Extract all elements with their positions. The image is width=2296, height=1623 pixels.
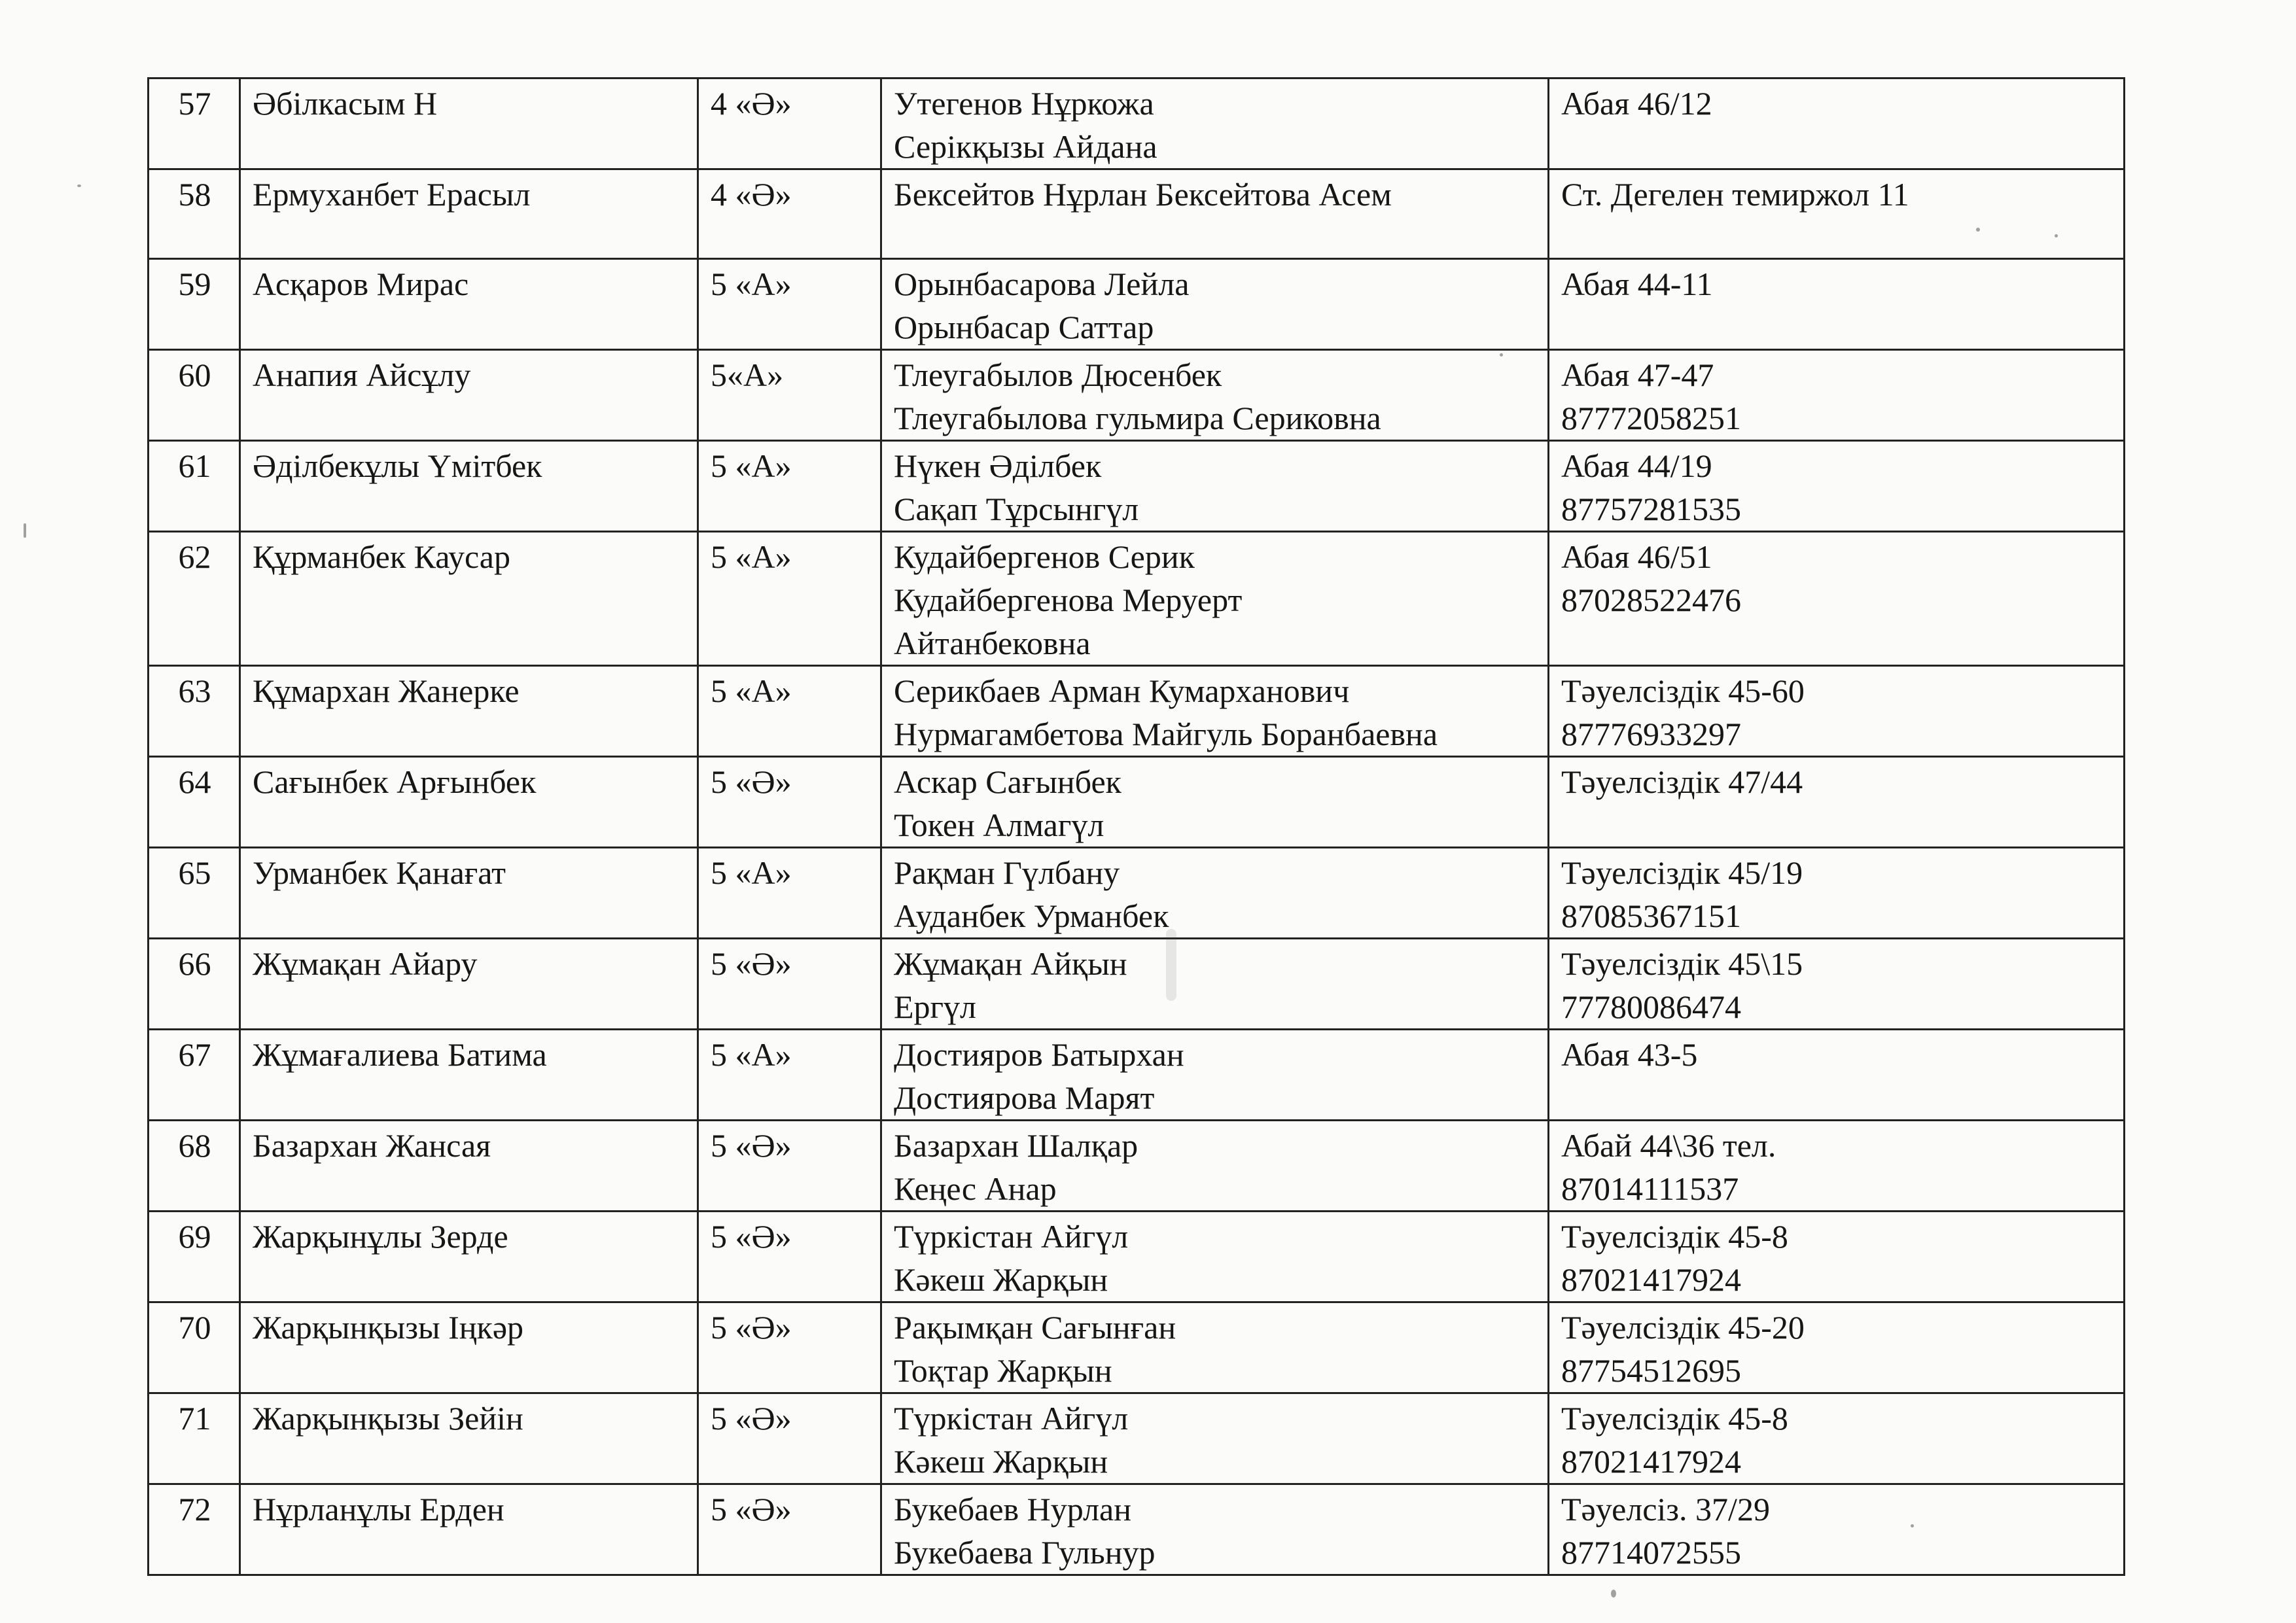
scan-speck [1611,1590,1616,1597]
table-row [149,532,2125,666]
parents-cell-line: Орынбасар Саттар [894,309,1154,345]
parents-cell-line: Тлеугабылов Дюсенбек [894,357,1222,393]
student-parent-table [147,77,2125,1576]
address-phone-cell-line: 87776933297 [1561,716,1741,752]
class-cell-text: 4 «Ә» [711,176,792,213]
class-cell-text: 5 «Ә» [711,1218,792,1255]
class-cell-text: 4 «Ә» [711,85,792,122]
address-phone-cell [1549,1030,2125,1121]
address-phone-cell-line: 87028522476 [1561,582,1741,618]
address-phone-cell [1549,441,2125,532]
address-phone-cell-line: Абая 44/19 [1561,447,1712,484]
parents-cell-line: Бексейтов Нұрлан Бексейтова Асем [894,176,1392,213]
student-name-cell-text: Әділбекұлы Үмітбек [253,447,542,484]
class-cell [698,1212,881,1302]
class-cell [698,350,881,441]
scanned-page [147,77,2123,1576]
address-phone-cell-line: Тәуелсіздік 47/44 [1561,763,1803,800]
parents-cell-line: Кеңес Анар [894,1170,1057,1207]
class-cell [698,1121,881,1212]
student-name-cell-text: Жарқынқызы Зейін [253,1400,523,1437]
student-name-cell [240,441,698,532]
address-phone-cell-line: Тәуелсіздік 45-20 [1561,1309,1805,1346]
student-name-cell [240,350,698,441]
row-number-cell-text: 58 [178,176,211,213]
address-phone-cell-line: Абая 46/51 [1561,538,1712,575]
parents-cell-line: Кудайбергенов Серик [894,538,1195,575]
class-cell [698,532,881,666]
parents-cell-line: Утегенов Нұркожа [894,85,1154,122]
parents-cell-line: Айтанбековна [894,625,1091,661]
address-phone-cell [1549,757,2125,848]
parents-cell [881,666,1549,757]
scan-speck [1500,353,1503,357]
address-phone-cell [1549,1484,2125,1575]
parents-cell-line: Букебаева Гульнур [894,1534,1156,1571]
parents-cell-line: Кәкеш Жарқын [894,1261,1108,1298]
parents-cell-line: Достияров Батырхан [894,1036,1184,1073]
address-phone-cell [1549,666,2125,757]
scan-speck [2055,234,2058,237]
table-row [149,848,2125,939]
parents-cell-line: Түркістан Айгүл [894,1400,1129,1437]
parents-cell-line: Тлеугабылова гульмира Сериковна [894,400,1381,436]
parents-cell [881,1484,1549,1575]
class-cell-text: 5 «А» [711,672,792,709]
student-name-cell [240,1121,698,1212]
table-row [149,169,2125,259]
scan-speck [77,184,81,187]
class-cell [698,1030,881,1121]
parents-cell-line: Достиярова Марят [894,1079,1155,1116]
student-name-cell [240,259,698,350]
parents-cell [881,1121,1549,1212]
parents-cell-line: Нүкен Әділбек [894,447,1102,484]
scan-speck [24,523,26,538]
parents-cell [881,169,1549,259]
parents-cell [881,1302,1549,1393]
address-phone-cell-line: Тәуелсіздік 45/19 [1561,854,1803,891]
student-name-cell [240,532,698,666]
class-cell-text: 5 «А» [711,1036,792,1073]
row-number-cell [149,1212,240,1302]
parents-cell [881,848,1549,939]
address-phone-cell [1549,532,2125,666]
address-phone-cell [1549,1393,2125,1484]
table-row [149,1030,2125,1121]
class-cell-text: 5 «Ә» [711,1491,792,1527]
student-name-cell-text: Сағынбек Арғынбек [253,763,537,800]
student-name-cell [240,1393,698,1484]
row-number-cell-text: 70 [178,1309,211,1346]
table-row [149,441,2125,532]
student-name-cell [240,666,698,757]
row-number-cell-text: 64 [178,763,211,800]
address-phone-cell-line: 87085367151 [1561,898,1741,934]
class-cell [698,169,881,259]
parents-cell-line: Токен Алмагүл [894,807,1104,843]
table-row [149,757,2125,848]
class-cell [698,848,881,939]
parents-cell-line: Нурмагамбетова Майгуль Боранбаевна [894,716,1438,752]
student-name-cell [240,1212,698,1302]
address-phone-cell-line: Тәуелсіздік 45-8 [1561,1218,1788,1255]
address-phone-cell-line: Ст. Дегелен темиржол 11 [1561,176,1909,213]
parents-cell-line: Рақман Гүлбану [894,854,1120,891]
address-phone-cell-line: 87754512695 [1561,1352,1741,1389]
class-cell [698,79,881,169]
address-phone-cell [1549,79,2125,169]
student-name-cell-text: Жарқынұлы Зерде [253,1218,508,1255]
parents-cell-line: Сақап Тұрсынгүл [894,491,1139,527]
address-phone-cell-line: 87021417924 [1561,1443,1741,1480]
row-number-cell-text: 57 [178,85,211,122]
class-cell-text: 5 «Ә» [711,1309,792,1346]
parents-cell [881,259,1549,350]
address-phone-cell [1549,848,2125,939]
row-number-cell [149,1121,240,1212]
parents-cell-line: Серикбаев Арман Кумарханович [894,672,1350,709]
address-phone-cell-line: Абая 43-5 [1561,1036,1698,1073]
row-number-cell [149,1030,240,1121]
table-row [149,1302,2125,1393]
table-row [149,939,2125,1030]
row-number-cell [149,848,240,939]
row-number-cell [149,1484,240,1575]
address-phone-cell-line: 87014111537 [1561,1170,1739,1207]
address-phone-cell-line: 77780086474 [1561,988,1741,1025]
table-row [149,350,2125,441]
student-name-cell-text: Нұрланұлы Ерден [253,1491,504,1527]
row-number-cell-text: 60 [178,357,211,393]
row-number-cell [149,350,240,441]
row-number-cell [149,532,240,666]
parents-cell-line: Түркістан Айгүл [894,1218,1129,1255]
address-phone-cell [1549,259,2125,350]
scan-speck [1166,929,1176,1001]
address-phone-cell-line: 87714072555 [1561,1534,1741,1571]
class-cell [698,757,881,848]
parents-cell-line: Серікқызы Айдана [894,128,1157,165]
table-row [149,1121,2125,1212]
student-name-cell [240,169,698,259]
parents-cell [881,757,1549,848]
class-cell-text: 5 «А» [711,447,792,484]
row-number-cell [149,666,240,757]
class-cell [698,441,881,532]
row-number-cell-text: 59 [178,266,211,302]
student-name-cell [240,1030,698,1121]
address-phone-cell [1549,1302,2125,1393]
parents-cell-line: Тоқтар Жарқын [894,1352,1112,1389]
class-cell [698,939,881,1030]
row-number-cell [149,259,240,350]
student-name-cell-text: Құрманбек Каусар [253,538,510,575]
row-number-cell [149,79,240,169]
address-phone-cell-line: 87021417924 [1561,1261,1741,1298]
parents-cell [881,441,1549,532]
address-phone-cell [1549,1212,2125,1302]
address-phone-cell [1549,939,2125,1030]
student-name-cell [240,939,698,1030]
class-cell-text: 5 «Ә» [711,945,792,982]
address-phone-cell-line: Тәуелсіз. 37/29 [1561,1491,1770,1527]
class-cell-text: 5«А» [711,357,784,393]
row-number-cell-text: 68 [178,1127,211,1164]
address-phone-cell-line: Абая 47-47 [1561,357,1714,393]
address-phone-cell-line: Тәуелсіздік 45\15 [1561,945,1803,982]
row-number-cell [149,1393,240,1484]
parents-cell-line: Букебаев Нурлан [894,1491,1131,1527]
parents-cell [881,350,1549,441]
class-cell [698,1393,881,1484]
student-name-cell [240,1484,698,1575]
scan-speck [1911,1524,1914,1527]
parents-cell [881,1212,1549,1302]
student-name-cell-text: Жарқынқызы Іңкәр [253,1309,524,1346]
address-phone-cell-line: 87757281535 [1561,491,1741,527]
class-cell [698,666,881,757]
parents-cell [881,532,1549,666]
class-cell [698,259,881,350]
row-number-cell-text: 71 [178,1400,211,1437]
row-number-cell-text: 61 [178,447,211,484]
table-row [149,259,2125,350]
parents-cell [881,1393,1549,1484]
table-row [149,1212,2125,1302]
class-cell-text: 5 «А» [711,854,792,891]
parents-cell-line: Ауданбек Урманбек [894,898,1169,934]
class-cell-text: 5 «Ә» [711,1127,792,1164]
row-number-cell [149,169,240,259]
student-name-cell-text: Базархан Жансая [253,1127,491,1164]
class-cell-text: 5 «А» [711,266,792,302]
table-row [149,666,2125,757]
address-phone-cell-line: Абая 46/12 [1561,85,1712,122]
row-number-cell-text: 67 [178,1036,211,1073]
parents-cell [881,939,1549,1030]
address-phone-cell-line: Тәуелсіздік 45-60 [1561,672,1805,709]
row-number-cell-text: 69 [178,1218,211,1255]
row-number-cell-text: 62 [178,538,211,575]
student-name-cell [240,848,698,939]
row-number-cell [149,757,240,848]
student-name-cell [240,757,698,848]
row-number-cell-text: 63 [178,672,211,709]
student-name-cell-text: Жұмақан Айару [253,945,478,982]
address-phone-cell-line: 87772058251 [1561,400,1741,436]
class-cell [698,1484,881,1575]
table-row [149,1393,2125,1484]
address-phone-cell [1549,350,2125,441]
address-phone-cell [1549,1121,2125,1212]
address-phone-cell-line: Абай 44\36 тел. [1561,1127,1776,1164]
parents-cell-line: Кудайбергенова Меруерт [894,582,1243,618]
parents-cell [881,1030,1549,1121]
student-name-cell-text: Жұмағалиева Батима [253,1036,547,1073]
parents-cell-line: Жұмақан Айқын [894,945,1127,982]
parents-cell-line: Ергүл [894,988,977,1025]
row-number-cell-text: 65 [178,854,211,891]
student-name-cell [240,1302,698,1393]
row-number-cell [149,1302,240,1393]
student-name-cell [240,79,698,169]
parents-cell-line: Кәкеш Жарқын [894,1443,1108,1480]
parents-cell-line: Орынбасарова Лейла [894,266,1190,302]
class-cell-text: 5 «Ә» [711,763,792,800]
student-name-cell-text: Асқаров Мирас [253,266,469,302]
table-body [149,79,2125,1575]
parents-cell-line: Рақымқан Сағынған [894,1309,1176,1346]
row-number-cell-text: 66 [178,945,211,982]
table-row [149,1484,2125,1575]
student-name-cell-text: Құмархан Жанерке [253,672,520,709]
student-name-cell-text: Урманбек Қанағат [253,854,506,891]
class-cell [698,1302,881,1393]
row-number-cell [149,939,240,1030]
parents-cell-line: Аскар Сағынбек [894,763,1122,800]
student-name-cell-text: Ермуханбет Ерасыл [253,176,531,213]
student-name-cell-text: Анапия Айсұлу [253,357,471,393]
address-phone-cell [1549,169,2125,259]
row-number-cell [149,441,240,532]
parents-cell [881,79,1549,169]
class-cell-text: 5 «А» [711,538,792,575]
class-cell-text: 5 «Ә» [711,1400,792,1437]
address-phone-cell-line: Тәуелсіздік 45-8 [1561,1400,1788,1437]
table-row [149,79,2125,169]
parents-cell-line: Базархан Шалқар [894,1127,1139,1164]
address-phone-cell-line: Абая 44-11 [1561,266,1713,302]
student-name-cell-text: Әбілкасым Н [253,85,438,122]
scan-speck [1976,228,1980,232]
row-number-cell-text: 72 [178,1491,211,1527]
